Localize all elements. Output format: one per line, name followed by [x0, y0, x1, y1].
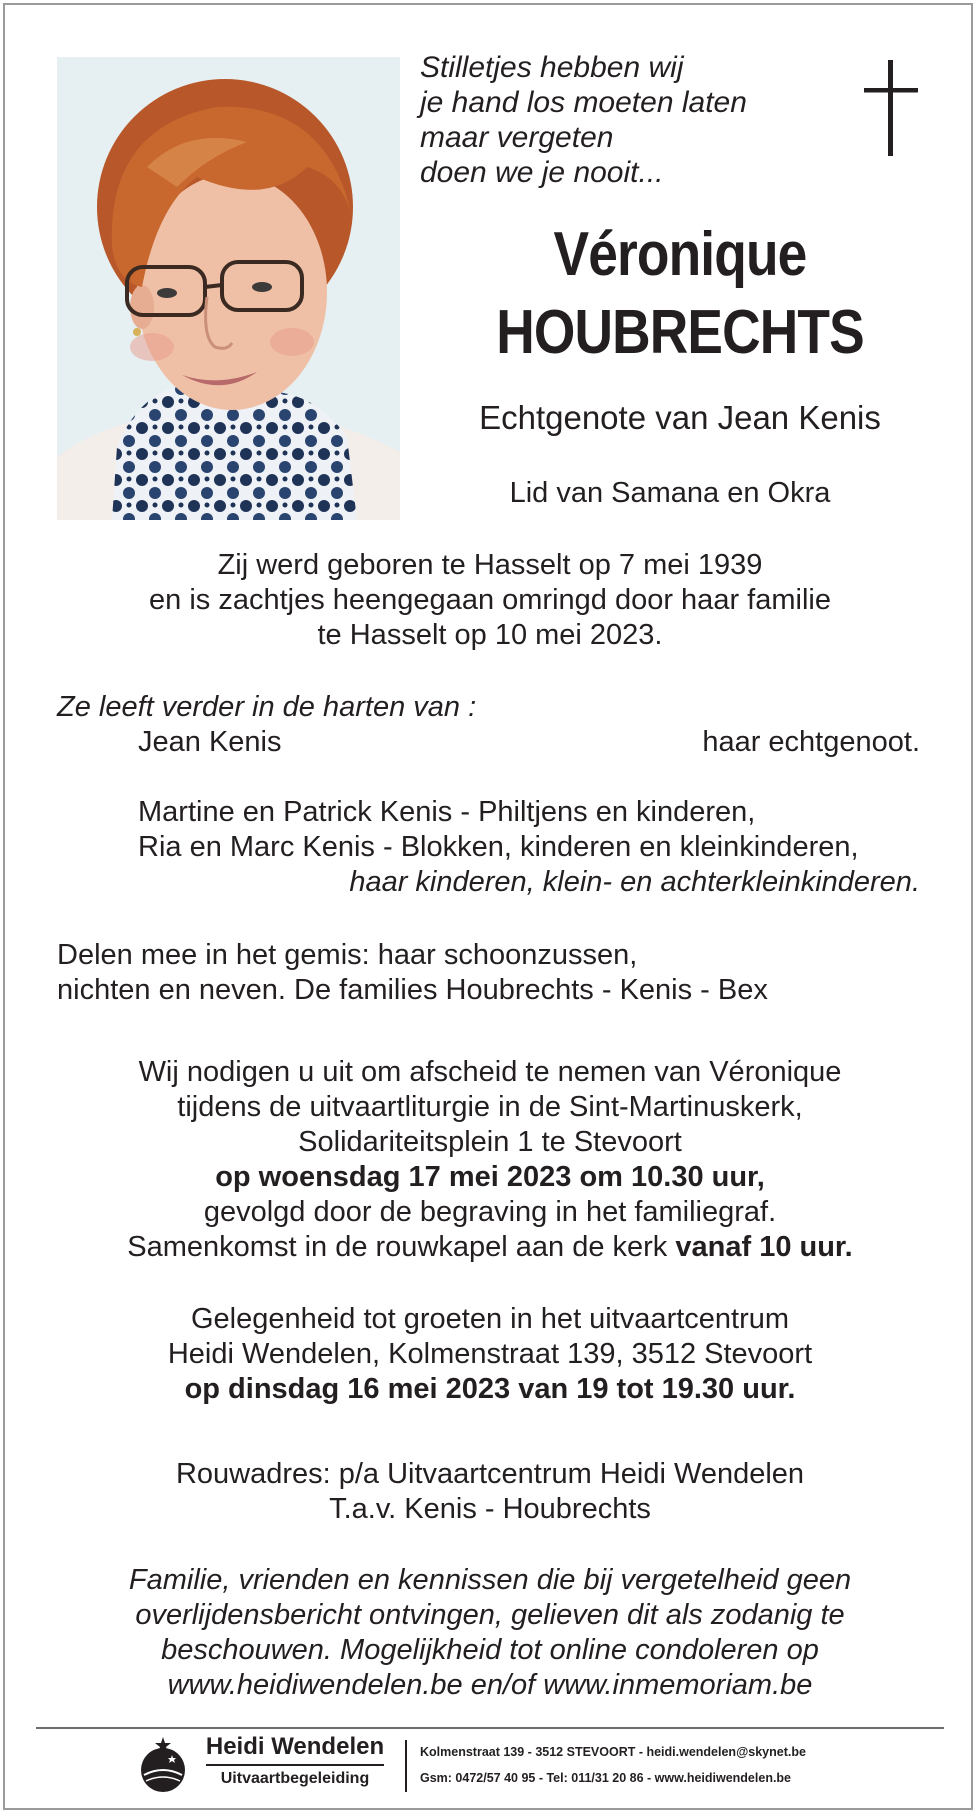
service-datetime: op woensdag 17 mei 2023 om 10.30 uur, [215, 1161, 765, 1193]
cross-icon [862, 60, 920, 160]
text-line: tijdens de uitvaartliturgie in de Sint-Martinuskerk, [177, 1091, 803, 1123]
text-line: te Hasselt op 10 mei 2023. [317, 619, 663, 651]
text-line: beschouwen. Mogelijkheid tot online condoleren op [161, 1634, 819, 1666]
text-line: overlijdensbericht ontvingen, gelieven dit als zodanig te [135, 1599, 845, 1631]
text-line: Delen mee in het gemis: haar schoonzussen, [57, 939, 638, 971]
visitation-datetime: op dinsdag 16 mei 2023 van 19 tot 19.30 uur. [184, 1373, 796, 1405]
brand-underline [206, 1764, 384, 1766]
brand-subtitle: Uitvaartbegeleiding [220, 1769, 370, 1787]
spouse-name: Jean Kenis [138, 726, 282, 758]
portrait-photo [57, 57, 400, 520]
membership-line: Lid van Samana en Okra [509, 477, 831, 509]
footer-divider [36, 1727, 944, 1729]
spouse-role: haar echtgenoot. [702, 726, 920, 758]
text-line: Gelegenheid tot groeten in het uitvaartcentrum [190, 1303, 790, 1335]
gathering-prefix: Samenkomst in de rouwkapel aan de kerk [127, 1231, 668, 1263]
gathering-line [60, 1230, 920, 1265]
contact-line-address: Kolmenstraat 139 - 3512 STEVOORT - heidi.wendelen@skynet.be [420, 1745, 806, 1759]
brand-name: Heidi Wendelen [205, 1733, 385, 1760]
poem [420, 50, 780, 190]
funeral-home-brand [200, 1732, 390, 1789]
spouse-line: Echtgenote van Jean Kenis [479, 399, 881, 436]
text-line: Zij werd geboren te Hasselt op 7 mei 1939 [217, 549, 763, 581]
poem-line: Stilletjes hebben wij [420, 51, 684, 84]
text-line: www.heidiwendelen.be en/of www.inmemoriam.be [167, 1669, 813, 1701]
deceased-last-name: HOUBRECHTS [496, 298, 864, 367]
text-line: gevolgd door de begraving in het familiegraf. [203, 1196, 777, 1228]
deceased-first-name: Véronique [553, 220, 807, 289]
footer-vertical-divider [405, 1740, 407, 1792]
child-family: Ria en Marc Kenis - Blokken, kinderen en kleinkinderen, [138, 831, 859, 863]
text-line: en is zachtjes heengegaan omringd door haar familie [149, 584, 831, 616]
contact-line-phone: Gsm: 0472/57 40 95 - Tel: 011/31 20 86 - www.heidiwendelen.be [420, 1771, 792, 1785]
child-family: Martine en Patrick Kenis - Philtjens en kinderen, [138, 796, 756, 828]
service-info [60, 1055, 920, 1265]
poem-line: doen we je nooit... [420, 156, 664, 189]
poem-line: je hand los moeten laten [420, 86, 747, 119]
children-list [138, 795, 938, 865]
children-role: haar kinderen, klein- en achterkleinkinderen. [349, 866, 920, 898]
text-line: Solidariteitsplein 1 te Stevoort [298, 1126, 682, 1158]
funeral-home-logo-icon [138, 1735, 188, 1795]
text-line: T.a.v. Kenis - Houbrechts [329, 1493, 651, 1525]
text-line: Wij nodigen u uit om afscheid te nemen van Véronique [138, 1056, 842, 1088]
survivors-intro: Ze leeft verder in de harten van : [57, 691, 477, 723]
gathering-time: vanaf 10 uur. [675, 1231, 853, 1263]
others-text [57, 938, 917, 1008]
notice-text [60, 1563, 920, 1703]
visitation-info [60, 1302, 920, 1407]
text-line: Familie, vrienden en kennissen die bij vergetelheid geen [128, 1564, 852, 1596]
condolence-address [60, 1457, 920, 1527]
text-line: Heidi Wendelen, Kolmenstraat 139, 3512 Stevoort [167, 1338, 813, 1370]
text-line: nichten en neven. De families Houbrechts - Kenis - Bex [57, 974, 768, 1006]
birth-death-text [60, 548, 920, 653]
text-line: Rouwadres: p/a Uitvaartcentrum Heidi Wendelen [175, 1458, 805, 1490]
poem-line: maar vergeten [420, 121, 614, 154]
